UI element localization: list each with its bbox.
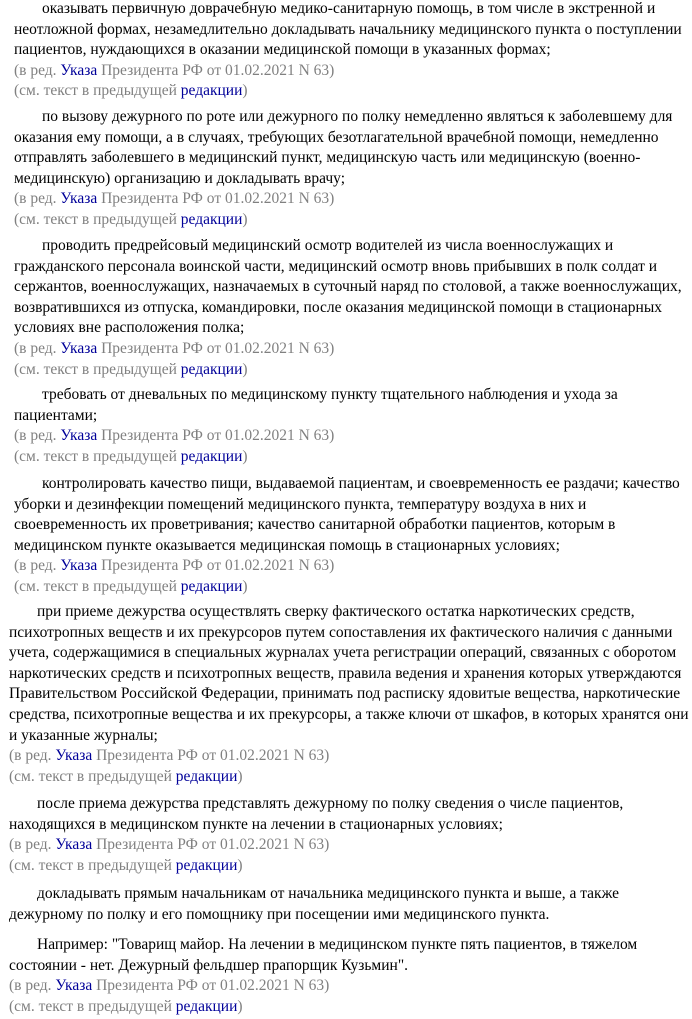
paragraph-text: при приеме дежурства осуществлять сверку фактического остатка наркотических средств, психотропных веществ и их прекурсоров путем сопоставления их фактического наличия с данными учета, содержащимися в специальных журналах учета регистрации операций, связанных с оборотом наркотических средств и психотропных веществ, правила ведения и хранения которых утверждаются Правительством Российской Федерации, принимать под расписку ядовитые вещества, наркотические средства, психотропные вещества и их прекурсоры, а также ключи от шкафов, в которых хранятся они и указанные журналы; — [9, 603, 689, 744]
edition-note — [14, 426, 692, 447]
paragraph-text: Например: "Товарищ майор. На лечении в медицинском пункте пять пациентов, в тяжелом состоянии - нет. Дежурный фельдшер прапорщик Кузьмин". — [9, 936, 638, 974]
paragraph-block — [14, 385, 692, 467]
paragraph-block — [14, 107, 692, 231]
previous-version-note — [14, 447, 692, 468]
paragraph-block — [9, 884, 692, 925]
paragraph-text: требовать от дневальных по медицинскому пункту тщательного наблюдения и ухода за пациентами; — [14, 386, 618, 424]
paragraph-text: докладывать прямым начальникам от начальника медицинского пункта и выше, а также дежурному по полку и его помощнику при посещении ими медицинского пункта. — [9, 885, 619, 923]
previous-note-suffix: ) — [242, 360, 248, 378]
previous-version-note — [9, 856, 692, 877]
previous-version-note — [14, 577, 692, 598]
previous-version-link[interactable]: редакции — [180, 360, 243, 378]
edition-note-prefix: (в ред. — [9, 747, 56, 765]
paragraph-text: оказывать первичную доврачебную медико-санитарную помощь, в том числе в экстренной и неотложной формах, незамедлительно докладывать начальнику медицинского пункта о поступлении пациентов, нуждающихся в оказании медицинской помощи в указанных формах; — [14, 0, 682, 59]
previous-note-suffix: ) — [242, 210, 248, 228]
previous-note-prefix: (см. текст в предыдущей — [9, 997, 176, 1015]
previous-version-note — [9, 767, 692, 788]
decree-link[interactable]: Указа — [55, 977, 93, 995]
decree-link[interactable]: Указа — [60, 61, 98, 79]
edition-note-prefix: (в ред. — [14, 190, 61, 208]
edition-note-prefix: (в ред. — [14, 339, 61, 357]
edition-note-prefix: (в ред. — [9, 836, 56, 854]
paragraph-block — [9, 794, 692, 876]
edition-note-prefix: (в ред. — [14, 427, 61, 445]
previous-note-prefix: (см. текст в предыдущей — [14, 360, 181, 378]
paragraph-block — [9, 935, 692, 1017]
previous-note-prefix: (см. текст в предыдущей — [9, 767, 176, 785]
paragraph-text: по вызову дежурного по роте или дежурного по полку немедленно являться к заболевшему для оказания ему помощи, а в случаях, требующих безотлагательной врачебной помощи, немедленно отправлять заболевшего в медицинский пункт, медицинскую часть или медицинскую (военно-медицинскую) организацию и докладывать врачу; — [14, 108, 673, 187]
previous-version-link[interactable]: редакции — [175, 856, 238, 874]
previous-version-link[interactable]: редакции — [175, 997, 238, 1015]
edition-note-suffix: Президента РФ от 01.02.2021 N 63) — [92, 977, 330, 995]
previous-version-note — [14, 81, 692, 102]
decree-link[interactable]: Указа — [60, 427, 98, 445]
edition-note-suffix: Президента РФ от 01.02.2021 N 63) — [97, 427, 335, 445]
paragraph-text: проводить предрейсовый медицинский осмотр водителей из числа военнослужащих и гражданского персонала воинской части, медицинский осмотр вновь прибывших в полк солдат и сержантов, военнослужащих, назначаемых в суточный наряд по столовой, а также военнослужащих, возвратившихся из отпуска, командировки, после оказания медицинской помощи в стационарных условиях вне расположения полка; — [14, 237, 682, 337]
edition-note — [14, 556, 692, 577]
edition-note-suffix: Президента РФ от 01.02.2021 N 63) — [97, 339, 335, 357]
decree-link[interactable]: Указа — [55, 747, 93, 765]
paragraph-text: контролировать качество пищи, выдаваемой пациентам, и своевременность ее раздачи; качество уборки и дезинфекции помещений медицинского пункта, температуру воздуха в них и своевременность их проветривания; качество санитарной обработки пациентов, которым в медицинском пункте оказывается медицинская помощь в стационарных условиях; — [14, 475, 680, 554]
previous-note-prefix: (см. текст в предыдущей — [9, 856, 176, 874]
previous-note-suffix: ) — [237, 767, 243, 785]
previous-note-suffix: ) — [242, 447, 248, 465]
decree-link[interactable]: Указа — [60, 339, 98, 357]
previous-note-suffix: ) — [237, 856, 243, 874]
previous-note-suffix: ) — [242, 82, 248, 100]
paragraph-block — [14, 236, 692, 380]
previous-note-prefix: (см. текст в предыдущей — [14, 447, 181, 465]
previous-note-suffix: ) — [242, 577, 248, 595]
paragraph-block — [14, 474, 692, 598]
previous-version-note — [14, 210, 692, 231]
previous-note-suffix: ) — [237, 997, 243, 1015]
previous-note-prefix: (см. текст в предыдущей — [14, 82, 181, 100]
edition-note — [9, 746, 692, 767]
previous-note-prefix: (см. текст в предыдущей — [14, 577, 181, 595]
decree-link[interactable]: Указа — [60, 557, 98, 575]
previous-note-prefix: (см. текст в предыдущей — [14, 210, 181, 228]
previous-version-link[interactable]: редакции — [180, 577, 243, 595]
paragraph-text: после приема дежурства представлять дежурному по полку сведения о числе пациентов, находящихся в медицинском пункте на лечении в стационарных условиях; — [9, 795, 624, 833]
decree-link[interactable]: Указа — [60, 190, 98, 208]
edition-note — [14, 339, 692, 360]
edition-note — [9, 835, 692, 856]
edition-note — [14, 189, 692, 210]
previous-version-link[interactable]: редакции — [180, 82, 243, 100]
edition-note-suffix: Президента РФ от 01.02.2021 N 63) — [92, 836, 330, 854]
edition-note-suffix: Президента РФ от 01.02.2021 N 63) — [97, 61, 335, 79]
edition-note-suffix: Президента РФ от 01.02.2021 N 63) — [97, 190, 335, 208]
edition-note — [9, 976, 692, 997]
decree-link[interactable]: Указа — [55, 836, 93, 854]
edition-note-suffix: Президента РФ от 01.02.2021 N 63) — [92, 747, 330, 765]
previous-version-link[interactable]: редакции — [180, 447, 243, 465]
previous-version-note — [14, 360, 692, 381]
edition-note-prefix: (в ред. — [14, 557, 61, 575]
previous-version-link[interactable]: редакции — [180, 210, 243, 228]
paragraph-block — [9, 602, 692, 787]
previous-version-note — [9, 997, 692, 1018]
previous-version-link[interactable]: редакции — [175, 767, 238, 785]
edition-note-prefix: (в ред. — [9, 977, 56, 995]
edition-note-prefix: (в ред. — [14, 61, 61, 79]
edition-note-suffix: Президента РФ от 01.02.2021 N 63) — [97, 557, 335, 575]
paragraph-block — [14, 0, 692, 102]
edition-note — [14, 61, 692, 82]
